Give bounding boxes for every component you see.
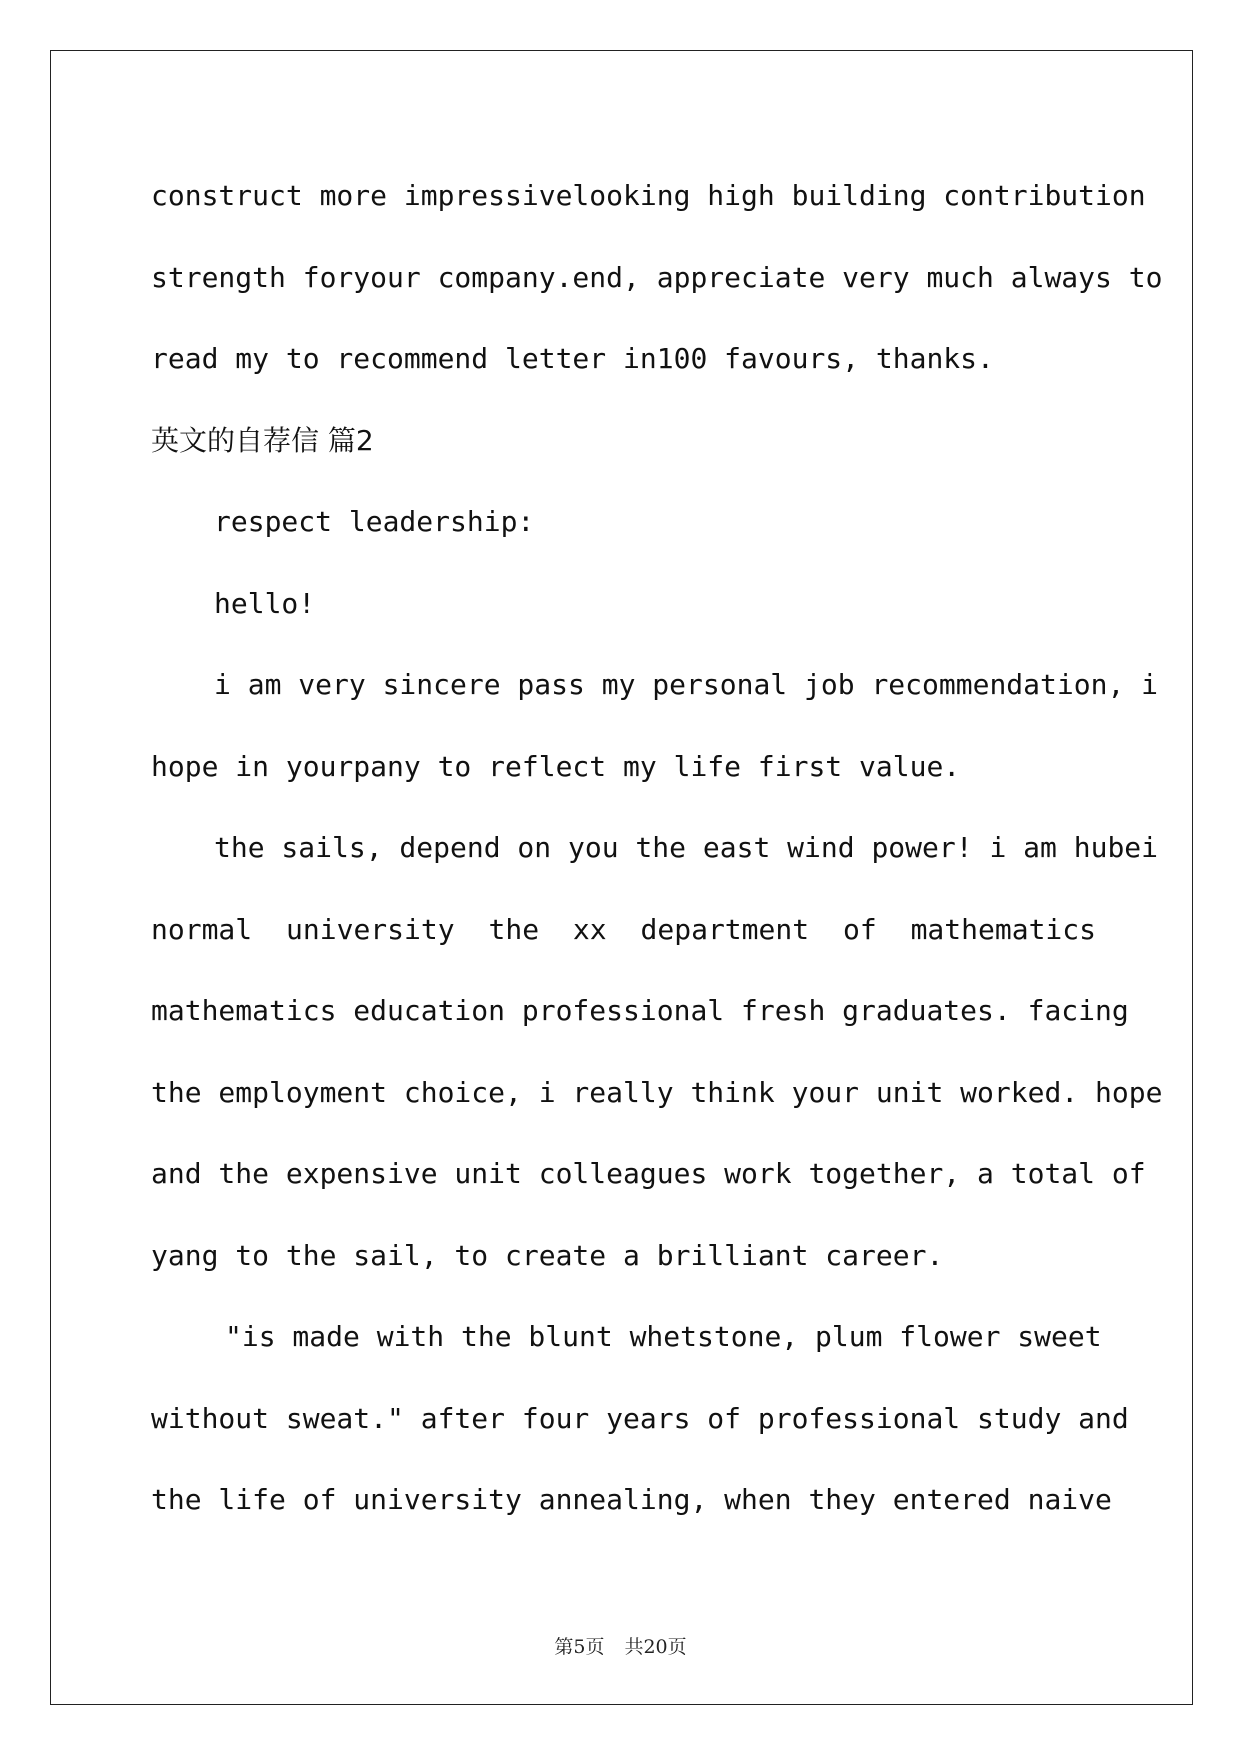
text-line: read my to recommend letter in100 favours, thanks.	[151, 342, 994, 375]
document-body	[151, 155, 1163, 1541]
text-line: the life of university annealing, when they entered naive	[151, 1483, 1112, 1516]
page-footer	[0, 1632, 1241, 1659]
greeting-line: hello!	[214, 586, 316, 620]
salutation-line: respect leadership:	[214, 505, 535, 538]
text-line: yang to the sail, to create a brilliant career.	[151, 1238, 944, 1272]
text-line: i am very sincere pass my personal job recommendation, i	[214, 668, 1159, 701]
page-number: 第5页	[554, 1636, 605, 1658]
text-line: and the expensive unit colleagues work together, a total of	[151, 1157, 1146, 1190]
text-line: the employment choice, i really think your unit worked. hope	[151, 1075, 1163, 1109]
page-total: 共20页	[624, 1636, 687, 1658]
section-heading: 英文的自荐信 篇2	[151, 423, 374, 457]
text-line: the sails, depend on you the east wind power! i am hubei	[214, 831, 1159, 864]
text-line: mathematics education professional fresh graduates. facing	[151, 994, 1129, 1027]
text-line: without sweat." after four years of professional study and	[151, 1401, 1129, 1435]
text-line: strength foryour company.end, appreciate very much always to	[151, 260, 1163, 294]
text-line: hope in yourpany to reflect my life first value.	[151, 749, 961, 783]
text-line: normal university the xx department of mathematics	[151, 912, 1096, 946]
text-line: construct more impressivelooking high building contribution	[151, 179, 1146, 212]
text-line: "is made with the blunt whetstone, plum flower sweet	[225, 1320, 1102, 1353]
